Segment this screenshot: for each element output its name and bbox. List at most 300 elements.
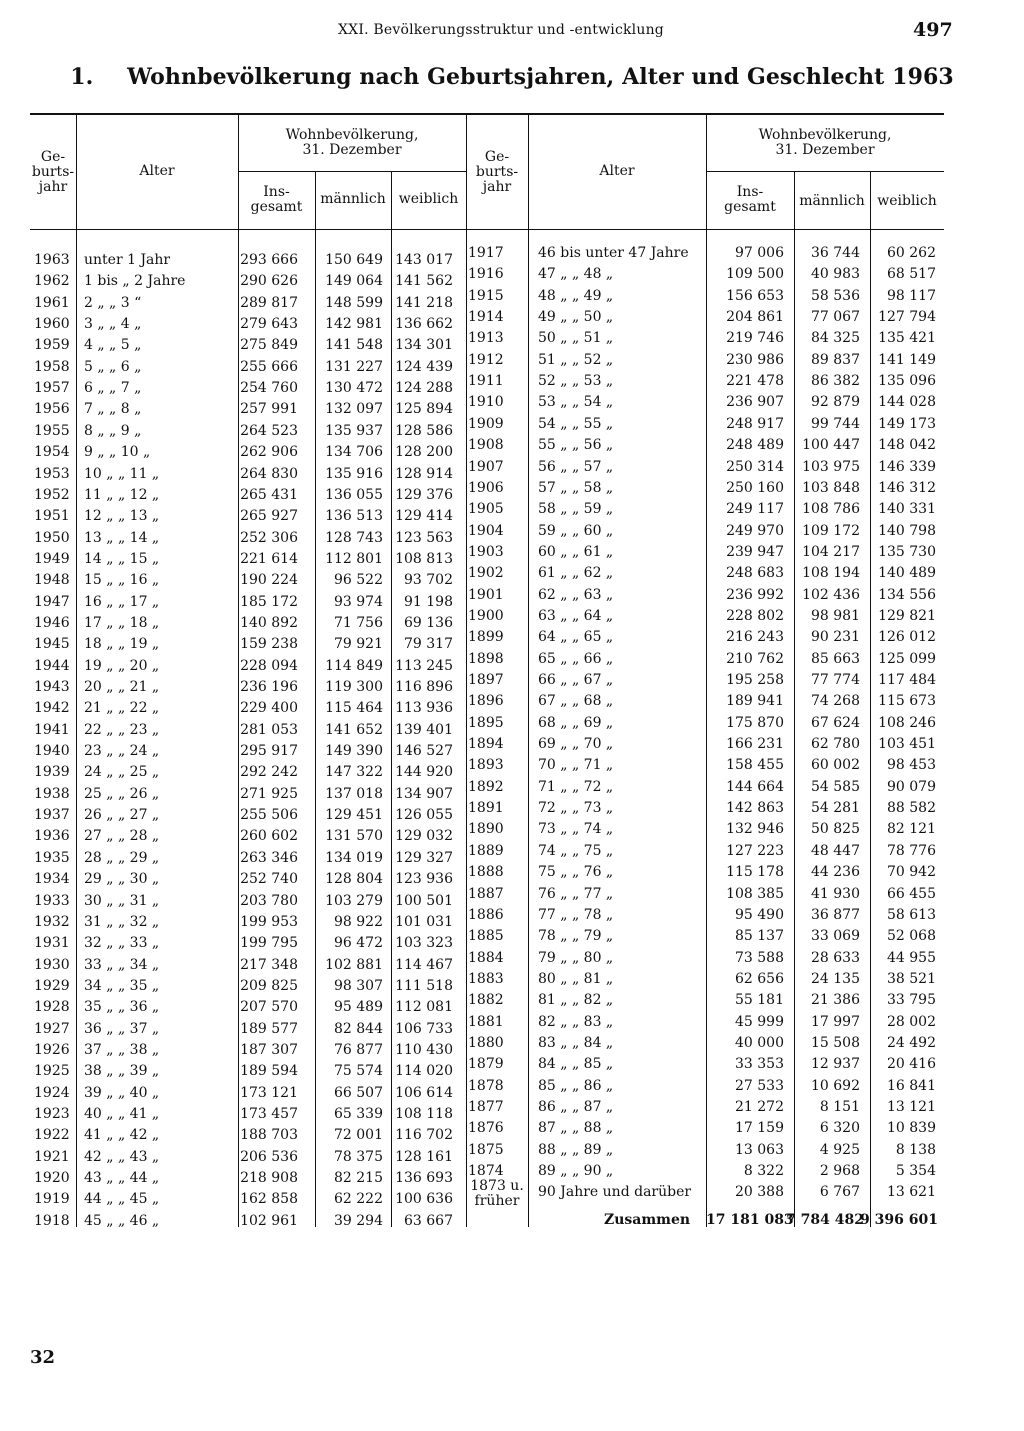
birth-year: 1956	[34, 401, 70, 418]
table-row	[0, 884, 1024, 905]
birth-year: 1876	[468, 1120, 504, 1137]
age-group: 66 „ „ 67 „	[538, 672, 614, 688]
age-group: 69 „ „ 70 „	[538, 736, 614, 753]
maennlich-value: 129 451	[325, 807, 383, 824]
maennlich-value: 95 489	[334, 999, 383, 1016]
insgesamt-value: 206 536	[240, 1148, 298, 1165]
maennlich-value: 89 837	[811, 351, 860, 368]
age-group: unter 1 Jahr	[84, 252, 171, 268]
birth-year: 1874	[468, 1163, 504, 1180]
weiblich-value: 100 501	[395, 892, 453, 909]
insgesamt-value: 204 861	[726, 309, 784, 326]
weiblich-value: 123 563	[395, 529, 453, 546]
age-group: 44 „ „ 45 „	[84, 1191, 160, 1208]
insgesamt-value: 254 760	[240, 380, 298, 397]
weiblich-value: 146 339	[878, 458, 936, 475]
insgesamt-value: 218 908	[240, 1170, 298, 1187]
weiblich-value: 140 798	[878, 522, 936, 539]
age-group: 82 „ „ 83 „	[538, 1013, 614, 1030]
maennlich-value: 96 522	[334, 572, 383, 589]
weiblich-value: 90 079	[887, 778, 936, 795]
table-row	[0, 1012, 1024, 1033]
birth-year: 1904	[468, 522, 504, 539]
birth-year: 1954	[34, 444, 70, 461]
age-group: 52 „ „ 53 „	[538, 373, 614, 390]
weiblich-value: 134 556	[878, 586, 936, 603]
birth-year: 1923	[34, 1106, 70, 1122]
insgesamt-value: 289 817	[240, 294, 298, 311]
age-group: 15 „ „ 16 „	[84, 572, 160, 589]
weiblich-value: 70 942	[887, 864, 936, 881]
age-group: 7 „ „ 8 „	[84, 401, 142, 418]
running-head	[0, 19, 1024, 42]
totals-insgesamt: 17 181 083	[706, 1212, 794, 1228]
table-row	[0, 990, 1024, 1011]
birth-year: 1905	[468, 501, 504, 518]
age-group: 70 „ „ 71 „	[538, 757, 614, 774]
birth-year: 1911	[468, 373, 504, 390]
insgesamt-value: 21 272	[735, 1099, 784, 1115]
age-group: 50 „ „ 51 „	[538, 330, 614, 347]
age-group: 57 „ „ 58 „	[538, 479, 614, 496]
birth-year: 1916	[468, 266, 504, 283]
age-group: 53 „ „ 54 „	[538, 394, 614, 411]
birth-year: 1901	[468, 586, 504, 603]
header-geburtsjahr-left	[30, 150, 76, 195]
table-row	[0, 819, 1024, 840]
weiblich-value: 123 936	[395, 871, 453, 888]
weiblich-value: 128 586	[395, 422, 453, 439]
weiblich-value: 68 517	[887, 266, 936, 283]
weiblich-value: 126 012	[878, 629, 936, 646]
insgesamt-value: 221 478	[726, 373, 784, 390]
insgesamt-value: 166 231	[726, 736, 784, 753]
weiblich-value: 16 841	[887, 1077, 936, 1094]
insgesamt-value: 228 802	[726, 607, 784, 624]
age-group: 11 „ „ 12 „	[84, 486, 160, 503]
maennlich-value: 86 382	[811, 373, 860, 390]
insgesamt-value: 230 986	[726, 351, 784, 368]
weiblich-value: 144 028	[878, 394, 936, 411]
age-group: 83 „ „ 84 „	[538, 1034, 614, 1051]
age-group: 48 „ „ 49 „	[538, 287, 614, 304]
age-group: 29 „ „ 30 „	[84, 871, 160, 888]
age-group: 34 „ „ 35 „	[84, 977, 160, 994]
table-row	[0, 286, 1024, 307]
maennlich-value: 36 877	[811, 906, 860, 923]
insgesamt-value: 248 683	[726, 565, 784, 582]
maennlich-value: 66 507	[334, 1084, 383, 1101]
weiblich-value: 140 489	[878, 565, 936, 582]
maennlich-value: 141 548	[325, 337, 383, 354]
age-group: 60 „ „ 61 „	[538, 543, 614, 560]
maennlich-value: 15 508	[811, 1034, 860, 1051]
maennlich-value: 62 222	[334, 1191, 383, 1208]
insgesamt-value: 216 243	[726, 629, 784, 646]
maennlich-value: 58 536	[811, 287, 860, 304]
insgesamt-value: 33 353	[735, 1056, 784, 1073]
birth-year: 1894	[468, 736, 504, 753]
age-group: 43 „ „ 44 „	[84, 1170, 160, 1187]
weiblich-value: 143 017	[395, 252, 453, 268]
birth-year: 1930	[34, 956, 70, 973]
table-row	[0, 670, 1024, 691]
table-row	[0, 392, 1024, 413]
maennlich-value: 75 574	[334, 1063, 383, 1080]
insgesamt-value: 17 159	[735, 1120, 784, 1137]
insgesamt-value: 275 849	[240, 337, 298, 354]
weiblich-value: 20 416	[887, 1056, 936, 1073]
table-row	[0, 948, 1024, 969]
age-group: 81 „ „ 82 „	[538, 992, 614, 1009]
maennlich-value: 54 585	[811, 778, 860, 795]
birth-year: 1952	[34, 486, 70, 503]
birth-year: 1914	[468, 309, 504, 326]
top-rule	[30, 113, 944, 115]
maennlich-value: 103 279	[325, 892, 383, 909]
insgesamt-value: 249 970	[726, 522, 784, 539]
maennlich-value: 136 055	[325, 486, 383, 503]
table-row	[0, 649, 1024, 670]
birth-year: 1937	[34, 807, 70, 824]
age-group: 18 „ „ 19 „	[84, 636, 160, 653]
weiblich-value: 8 138	[895, 1141, 936, 1158]
maennlich-value: 41 930	[811, 885, 860, 902]
weiblich-value: 129 032	[395, 828, 453, 845]
insgesamt-value: 263 346	[240, 849, 298, 866]
table-title-text: Wohnbevölkerung nach Geburtsjahren, Alter und Geschlecht 1963	[127, 64, 954, 90]
weiblich-value: 128 161	[395, 1148, 453, 1165]
table-row	[0, 755, 1024, 776]
maennlich-value: 50 825	[811, 821, 860, 838]
insgesamt-value: 295 917	[240, 743, 298, 760]
maennlich-value: 84 325	[811, 330, 860, 347]
maennlich-value: 92 879	[811, 394, 860, 411]
weiblich-value: 126 055	[395, 807, 453, 824]
maennlich-value: 99 744	[811, 415, 860, 432]
age-group: 27 „ „ 28 „	[84, 828, 160, 845]
insgesamt-value: 260 602	[240, 828, 298, 845]
birth-year: 1944	[34, 657, 70, 674]
insgesamt-value: 40 000	[735, 1034, 784, 1051]
table-row	[0, 606, 1024, 627]
birth-year: 1884	[468, 949, 504, 966]
header-line: 31. Dezember	[775, 142, 875, 158]
maennlich-value: 109 172	[802, 522, 860, 539]
insgesamt-value: 264 830	[240, 465, 298, 482]
weiblich-value: 136 693	[395, 1170, 453, 1187]
maennlich-value: 148 599	[325, 294, 383, 311]
birth-year: 1934	[34, 871, 70, 888]
weiblich-value: 5 354	[895, 1163, 936, 1180]
table-row	[0, 1140, 1024, 1161]
birth-year: 1915	[468, 287, 504, 304]
age-group: 46 bis unter 47 Jahre	[538, 245, 689, 261]
maennlich-value: 100 447	[802, 437, 860, 454]
weiblich-value: 111 518	[395, 977, 453, 994]
insgesamt-value: 199 795	[240, 935, 298, 952]
insgesamt-value: 199 953	[240, 913, 298, 930]
insgesamt-value: 102 961	[240, 1212, 298, 1229]
birth-year: 1957	[34, 380, 70, 397]
age-group: 78 „ „ 79 „	[538, 928, 614, 945]
insgesamt-value: 248 917	[726, 415, 784, 432]
age-group: 73 „ „ 74 „	[538, 821, 614, 838]
age-group: 72 „ „ 73 „	[538, 800, 614, 817]
insgesamt-value: 248 489	[726, 437, 784, 454]
weiblich-value: 44 955	[887, 949, 936, 966]
maennlich-value: 28 633	[811, 949, 860, 966]
weiblich-value: 10 839	[887, 1120, 936, 1137]
age-group: 59 „ „ 60 „	[538, 522, 614, 539]
weiblich-value: 139 401	[395, 721, 453, 738]
birth-year: 1961	[34, 294, 70, 311]
header-line: jahr	[38, 179, 68, 195]
age-group: 71 „ „ 72 „	[538, 778, 614, 795]
weiblich-value: 52 068	[887, 928, 936, 945]
weiblich-value: 58 613	[887, 906, 936, 923]
header-weiblich-left: weiblich	[398, 191, 459, 207]
table-row	[0, 798, 1024, 819]
age-group: 32 „ „ 33 „	[84, 935, 160, 952]
maennlich-value: 137 018	[325, 785, 383, 802]
insgesamt-value: 158 455	[726, 757, 784, 774]
age-group: 24 „ „ 25 „	[84, 764, 160, 781]
maennlich-value: 77 774	[811, 672, 860, 688]
weiblich-value: 103 451	[878, 736, 936, 753]
header-geburtsjahr-right	[466, 150, 528, 195]
maennlich-value: 82 215	[334, 1170, 383, 1187]
table-row	[0, 841, 1024, 862]
maennlich-value: 62 780	[811, 736, 860, 753]
birth-year: 1941	[34, 721, 70, 738]
age-group: 33 „ „ 34 „	[84, 956, 160, 973]
header-line: Ge-	[484, 149, 510, 165]
maennlich-value: 44 236	[811, 864, 860, 881]
weiblich-value: 24 492	[887, 1034, 936, 1051]
weiblich-value: 114 020	[395, 1063, 453, 1080]
birth-year: 1928	[34, 999, 70, 1016]
birth-year: 1924	[34, 1084, 70, 1101]
age-group: 2 „ „ 3 “	[84, 294, 142, 311]
weiblich-value: 33 795	[887, 992, 936, 1009]
birth-year: 1936	[34, 828, 70, 845]
age-group: 85 „ „ 86 „	[538, 1077, 614, 1094]
insgesamt-value: 190 224	[240, 572, 298, 589]
maennlich-value: 8 151	[819, 1099, 860, 1115]
age-group: 76 „ „ 77 „	[538, 885, 614, 902]
birth-year: 1920	[34, 1170, 70, 1187]
age-group: 14 „ „ 15 „	[84, 550, 160, 567]
weiblich-value: 108 813	[395, 550, 453, 567]
table-row	[0, 457, 1024, 478]
weiblich-value: 124 439	[395, 358, 453, 375]
weiblich-value: 98 117	[887, 287, 936, 304]
insgesamt-value: 195 258	[726, 672, 784, 688]
table-row	[0, 926, 1024, 947]
maennlich-value: 12 937	[811, 1056, 860, 1073]
table-row	[0, 713, 1024, 734]
age-group: 62 „ „ 63 „	[538, 586, 614, 603]
birth-year: 1880	[468, 1034, 504, 1051]
maennlich-value: 82 844	[334, 1020, 383, 1037]
table-row	[0, 307, 1024, 328]
maennlich-value: 71 756	[334, 614, 383, 631]
insgesamt-value: 210 762	[726, 650, 784, 667]
weiblich-value: 125 099	[878, 650, 936, 667]
insgesamt-value: 264 523	[240, 422, 298, 439]
maennlich-value: 149 064	[325, 273, 383, 290]
table-row	[0, 350, 1024, 371]
weiblich-value: 28 002	[887, 1013, 936, 1030]
age-group: 13 „ „ 14 „	[84, 529, 160, 546]
insgesamt-value: 27 533	[735, 1077, 784, 1094]
weiblich-value: 101 031	[395, 913, 453, 930]
birth-year: 1943	[34, 679, 70, 695]
maennlich-value: 77 067	[811, 309, 860, 326]
birth-year: 1873 u. früher	[470, 1178, 524, 1210]
insgesamt-value: 127 223	[726, 842, 784, 859]
weiblich-value: 129 376	[395, 486, 453, 503]
birth-year: 1917	[468, 245, 504, 261]
age-group: 21 „ „ 22 „	[84, 700, 160, 717]
weiblich-value: 13 621	[887, 1184, 936, 1201]
age-group: 88 „ „ 89 „	[538, 1141, 614, 1158]
insgesamt-value: 73 588	[735, 949, 784, 966]
weiblich-value: 88 582	[887, 800, 936, 817]
birth-year: 1897	[468, 672, 504, 688]
insgesamt-value: 236 992	[726, 586, 784, 603]
weiblich-value: 129 327	[395, 849, 453, 866]
birth-year: 1888	[468, 864, 504, 881]
birth-year: 1962	[34, 273, 70, 290]
birth-year: 1895	[468, 714, 504, 731]
weiblich-value: 108 246	[878, 714, 936, 731]
insgesamt-value: 293 666	[240, 252, 298, 268]
table-row	[0, 371, 1024, 392]
insgesamt-value: 173 121	[240, 1084, 298, 1101]
insgesamt-value: 250 160	[726, 479, 784, 496]
totals-row	[0, 1210, 1024, 1231]
weiblich-value: 146 527	[395, 743, 453, 760]
birth-year: 1912	[468, 351, 504, 368]
maennlich-value: 2 968	[819, 1163, 860, 1180]
insgesamt-value: 281 053	[240, 721, 298, 738]
weiblich-value: 140 331	[878, 501, 936, 518]
birth-year: 1900	[468, 607, 504, 624]
header-line: gesamt	[724, 199, 776, 215]
birth-year: 1942	[34, 700, 70, 717]
age-group: 31 „ „ 32 „	[84, 913, 160, 930]
maennlich-value: 108 786	[802, 501, 860, 518]
age-group: 68 „ „ 69 „	[538, 714, 614, 731]
insgesamt-value: 236 196	[240, 679, 298, 695]
table-row	[0, 264, 1024, 285]
age-group: 38 „ „ 39 „	[84, 1063, 160, 1080]
table-row	[0, 542, 1024, 563]
age-group: 87 „ „ 88 „	[538, 1120, 614, 1137]
maennlich-value: 85 663	[811, 650, 860, 667]
table-row	[0, 627, 1024, 648]
age-group: 74 „ „ 75 „	[538, 842, 614, 859]
insgesamt-value: 108 385	[726, 885, 784, 902]
insgesamt-value: 271 925	[240, 785, 298, 802]
birth-year: 1946	[34, 614, 70, 631]
maennlich-value: 60 002	[811, 757, 860, 774]
table-row	[0, 435, 1024, 456]
birth-year: 1877	[468, 1099, 504, 1115]
age-group: 17 „ „ 18 „	[84, 614, 160, 631]
weiblich-value: 78 776	[887, 842, 936, 859]
weiblich-value: 60 262	[887, 245, 936, 261]
insgesamt-value: 228 094	[240, 657, 298, 674]
maennlich-value: 108 194	[802, 565, 860, 582]
table-row	[0, 585, 1024, 606]
header-line: burts-	[31, 164, 75, 180]
insgesamt-value: 250 314	[726, 458, 784, 475]
age-group: 61 „ „ 62 „	[538, 565, 614, 582]
age-group: 86 „ „ 87 „	[538, 1099, 614, 1115]
weiblich-value: 66 455	[887, 885, 936, 902]
weiblich-value: 108 118	[395, 1106, 453, 1122]
birth-year: 1909	[468, 415, 504, 432]
insgesamt-value: 144 664	[726, 778, 784, 795]
insgesamt-value: 115 178	[726, 864, 784, 881]
totals-label: Zusammen	[604, 1212, 691, 1228]
weiblich-value: 112 081	[395, 999, 453, 1016]
birth-year: 1913	[468, 330, 504, 347]
age-group: 90 Jahre und darüber	[538, 1184, 692, 1201]
insgesamt-value: 62 656	[735, 970, 784, 987]
birth-year: 1881	[468, 1013, 504, 1030]
birth-year: 1896	[468, 693, 504, 710]
insgesamt-value: 292 242	[240, 764, 298, 781]
maennlich-value: 76 877	[334, 1041, 383, 1058]
weiblich-value: 113 245	[395, 657, 453, 674]
header-subrule-right	[706, 171, 944, 172]
maennlich-value: 134 019	[325, 849, 383, 866]
age-group: 30 „ „ 31 „	[84, 892, 160, 909]
birth-year: 1903	[468, 543, 504, 560]
insgesamt-value: 203 780	[240, 892, 298, 909]
maennlich-value: 150 649	[325, 252, 383, 268]
birth-year: 1939	[34, 764, 70, 781]
insgesamt-value: 252 306	[240, 529, 298, 546]
maennlich-value: 6 320	[819, 1120, 860, 1137]
maennlich-value: 17 997	[811, 1013, 860, 1030]
birth-year: 1910	[468, 394, 504, 411]
age-group: 47 „ „ 48 „	[538, 266, 614, 283]
weiblich-value: 116 702	[395, 1127, 453, 1144]
birth-year: 1887	[468, 885, 504, 902]
header-weiblich-right: weiblich	[877, 193, 937, 209]
birth-year: 1907	[468, 458, 504, 475]
maennlich-value: 130 472	[325, 380, 383, 397]
table-row	[0, 414, 1024, 435]
birth-year: 1902	[468, 565, 504, 582]
header-wohnbev-left	[238, 128, 466, 158]
table-row	[0, 478, 1024, 499]
age-group: 40 „ „ 41 „	[84, 1106, 160, 1122]
table-row	[0, 328, 1024, 349]
birth-year: 1949	[34, 550, 70, 567]
weiblich-value: 117 484	[878, 672, 936, 688]
age-group: 23 „ „ 24 „	[84, 743, 160, 760]
birth-year: 1890	[468, 821, 504, 838]
insgesamt-value: 236 907	[726, 394, 784, 411]
maennlich-value: 67 624	[811, 714, 860, 731]
weiblich-value: 106 733	[395, 1020, 453, 1037]
